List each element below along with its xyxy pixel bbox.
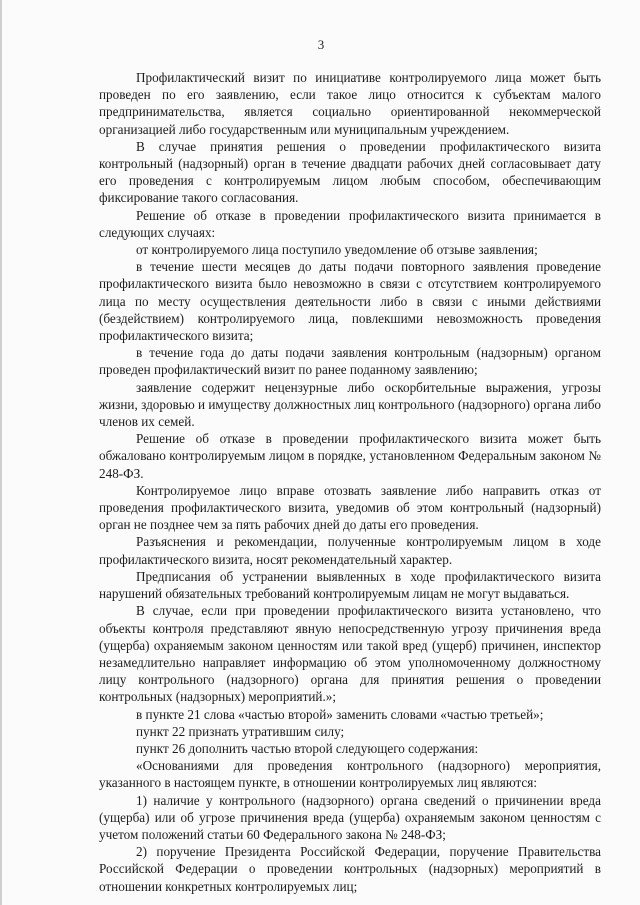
paragraph: 1) наличие у контрольного (надзорного) органа сведений о причинении вреда (ущерба) или об угрозе причинения вреда (ущерба) охраняемым законом ценностям с учетом положений статьи 60 Федерального закона № 248-ФЗ; — [99, 792, 601, 842]
paragraph: Разъяснения и рекомендации, полученные контролируемым лицом в ходе профилактического визита, носят рекомендательный характер. — [99, 534, 601, 567]
paragraph: Профилактический визит по инициативе контролируемого лица может быть проведен по его заявлению, если такое лицо относится к субъектам малого предпринимательства, является социально ориентированной некоммерческой организацией либо государственным или муниципальным учреждением. — [99, 70, 601, 137]
paragraph: Контролируемое лицо вправе отозвать заявление либо направить отказ от проведения профилактического визита, уведомив об этом контрольный (надзорный) орган не позднее чем за пять рабочих дней до даты его проведения. — [99, 482, 601, 533]
paragraph: в течение года до даты подачи заявления контрольным (надзорным) органом проведен профилактический визит по ранее поданному заявлению; — [99, 345, 601, 378]
document-body — [99, 69, 601, 895]
paragraph: пункт 26 дополнить частью второй следующего содержания: — [136, 740, 479, 756]
paragraph: В случае принятия решения о проведении профилактического визита контрольный (надзорный) орган в течение двадцати рабочих дней согласовывает дату его проведения с контролируемым лицом любым способом, обеспечивающим фиксирование такого согласования. — [99, 138, 601, 206]
paragraph: в пункте 21 слова «частью второй» заменить словами «частью третьей»; — [136, 706, 544, 722]
paragraph: пункт 22 признать утратившим силу; — [136, 723, 345, 739]
paragraph: Решение об отказе в проведении профилактического визита может быть обжаловано контролируемым лицом в порядке, установленном Федеральным законом № 248-ФЗ. — [99, 431, 601, 481]
paragraph: заявление содержит нецензурные либо оскорбительные выражения, угрозы жизни, здоровью и имуществу должностных лиц контрольного (надзорного) органа либо членов их семей. — [99, 379, 601, 430]
paragraph: от контролируемого лица поступило уведомление об отзыве заявления; — [136, 242, 538, 258]
paragraph: в течение шести месяцев до даты подачи повторного заявления проведение профилактического визита было невозможно в связи с отсутствием контролируемого лица по месту осуществления деятельности либо в связи с иными действиями (бездействием) контролируемого лица, повлекшими невозможность проведения профилактического визита; — [99, 259, 601, 344]
paragraph: Решение об отказе в проведении профилактического визита принимается в следующих случаях: — [99, 207, 601, 240]
page-number: 3 — [317, 37, 325, 52]
paragraph: Предписания об устранении выявленных в ходе профилактического визита нарушений обязательных требований контролируемым лицам не могут выдаваться. — [99, 568, 601, 602]
paragraph: В случае, если при проведении профилактического визита установлено, что объекты контроля представляют явную непосредственную угрозу причинения вреда (ущерба) охраняемым законом ценностям или такой вред (ущерб) причинен, инспектор незамедлительно направляет информацию об этом уполномоченному должностному лицу контрольного (надзорного) органа для принятия решения о проведении контрольных (надзорных) мероприятий.»; — [99, 603, 601, 705]
paragraph: 2) поручение Президента Российской Федерации, поручение Правительства Российской Федерации о проведении контрольных (надзорных) мероприятий в отношении конкретных контролируемых лиц; — [99, 844, 601, 894]
paragraph: «Основаниями для проведения контрольного (надзорного) мероприятия, указанного в настоящем пункте, в отношении контролируемых лиц являются: — [99, 758, 601, 791]
